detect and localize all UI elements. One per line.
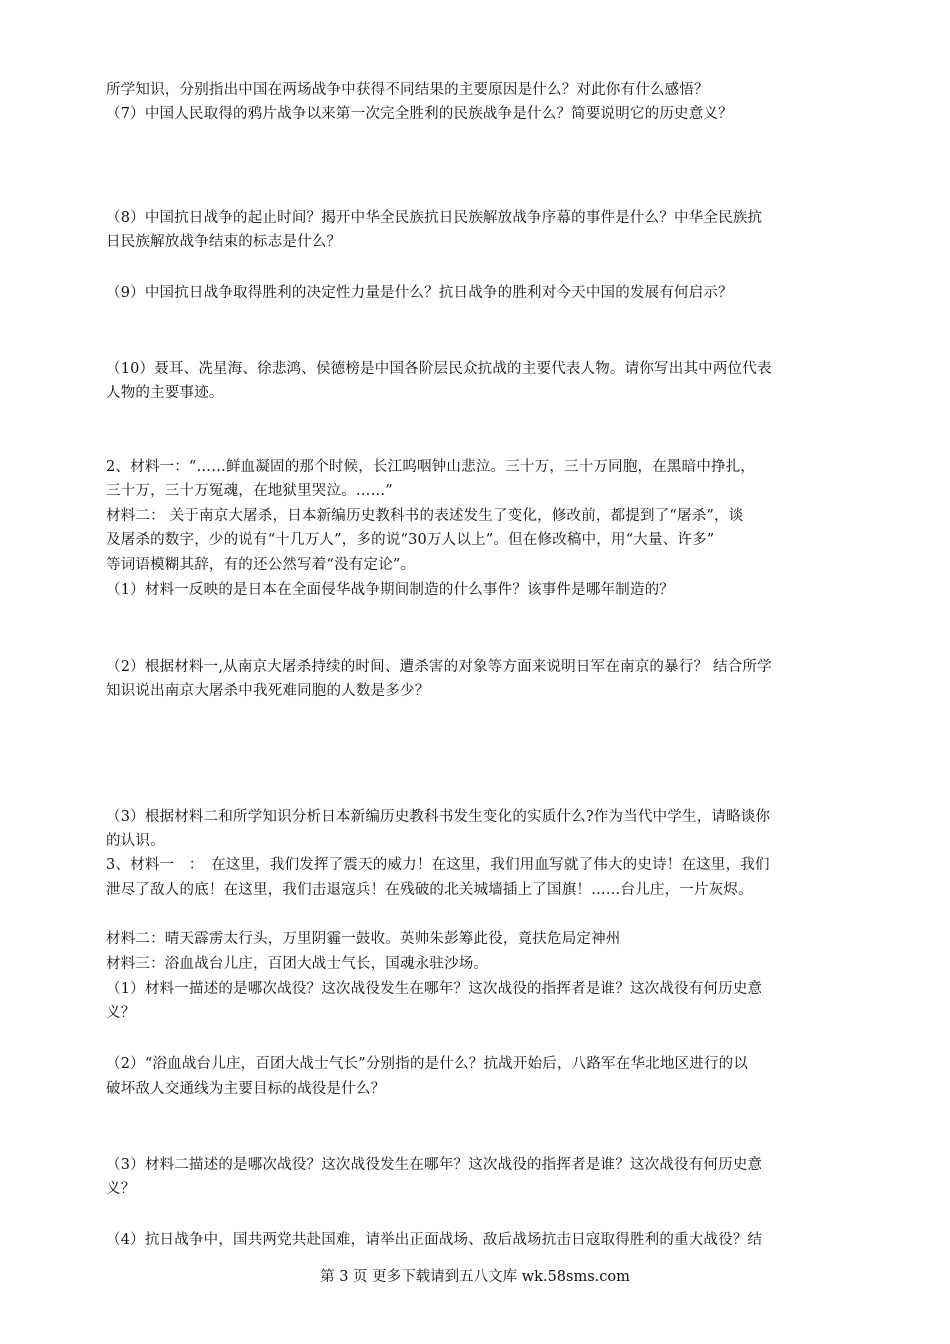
question-8: （8）中国抗日战争的起止时间？揭开中华全民族抗日民族解放战争序幕的事件是什么？中华全民族抗	[106, 210, 763, 226]
section-2-question-2: （2）根据材料一,从南京大屠杀持续的时间、遭杀害的对象等方面来说明日军在南京的暴行？ 结合所学	[106, 659, 772, 675]
text-line: 三十万，三十万冤魂，在地狱里哭泣。……”	[106, 483, 393, 499]
section-3-material-3: 材料三：浴血战台儿庄，百团大战士气长，国魂永驻沙场。	[106, 956, 489, 972]
text-line: 所学知识，分别指出中国在两场战争中获得不同结果的主要原因是什么？对此你有什么感悟？	[106, 82, 709, 98]
text-line: 泄尽了敌人的底！在这里，我们击退寇兵！在残破的北关城墙插上了国旗！……台儿庄，一片灰烬。	[106, 882, 753, 898]
section-2-material-1: 2、材料一：“……鲜血凝固的那个时候，长江呜咽钟山悲泣。三十万，三十万同胞，在黑暗中挣扎，	[106, 459, 756, 475]
section-2-material-2: 材料二： 关于南京大屠杀，日本新编历史教科书的表述发生了变化，修改前，都提到了“屠杀”，谈	[106, 508, 744, 524]
section-2-question-3: （3）根据材料二和所学知识分析日本新编历史教科书发生变化的实质什么?作为当代中学生，请略谈你	[106, 809, 771, 825]
question-9: （9）中国抗日战争取得胜利的决定性力量是什么？抗日战争的胜利对今天中国的发展有何启示？	[106, 285, 733, 301]
section-3-question-3: （3）材料二描述的是哪次战役？这次战役发生在哪年？这次战役的指挥者是谁？这次战役有何历史意	[106, 1157, 763, 1173]
text-line: 等词语模糊其辞，有的还公然写着“没有定论”。	[106, 557, 416, 573]
section-3-question-2: （2）“浴血战台儿庄，百团大战士气长”分别指的是什么？抗战开始后，八路军在华北地区进行的以	[106, 1056, 749, 1072]
section-2-question-1: （1）材料一反映的是日本在全面侵华战争期间制造的什么事件？该事件是哪年制造的？	[106, 582, 675, 598]
text-line: 义？	[106, 1005, 136, 1021]
text-line: 日民族解放战争结束的标志是什么？	[106, 234, 342, 250]
question-10: （10）聂耳、冼星海、徐悲鸿、侯德榜是中国各阶层民众抗战的主要代表人物。请你写出其中两位代表	[106, 361, 772, 377]
text-line: 的认识。	[106, 833, 165, 849]
question-7: （7）中国人民取得的鸦片战争以来第一次完全胜利的民族战争是什么？简要说明它的历史意义？	[106, 106, 733, 122]
section-3-material-1: 3、材料一 ： 在这里，我们发挥了震天的威力！在这里，我们用血写就了伟大的史诗！在这里，我们	[106, 857, 770, 873]
text-line: 人物的主要事迹。	[106, 385, 224, 401]
section-3-question-4: （4）抗日战争中，国共两党共赴国难，请举出正面战场、敌后战场抗击日寇取得胜利的重大战役？结	[106, 1232, 763, 1248]
text-line: 及屠杀的数字，少的说有“十几万人”，多的说“30万人以上”。但在修改稿中，用“大量、许多”	[106, 532, 715, 548]
text-line: 义？	[106, 1181, 136, 1197]
page-footer: 第 3 页 更多下载请到五八文库 wk.58sms.com	[320, 1269, 630, 1285]
section-3-material-2: 材料二：晴天霹雳太行头，万里阴霾一鼓收。英帅朱彭筹此役，竟扶危局定神州	[106, 931, 621, 947]
text-line: 知识说出南京大屠杀中我死难同胞的人数是多少？	[106, 683, 430, 699]
text-line: 破坏敌人交通线为主要目标的战役是什么？	[106, 1081, 386, 1097]
section-3-question-1: （1）材料一描述的是哪次战役？这次战役发生在哪年？这次战役的指挥者是谁？这次战役有何历史意	[106, 981, 763, 997]
